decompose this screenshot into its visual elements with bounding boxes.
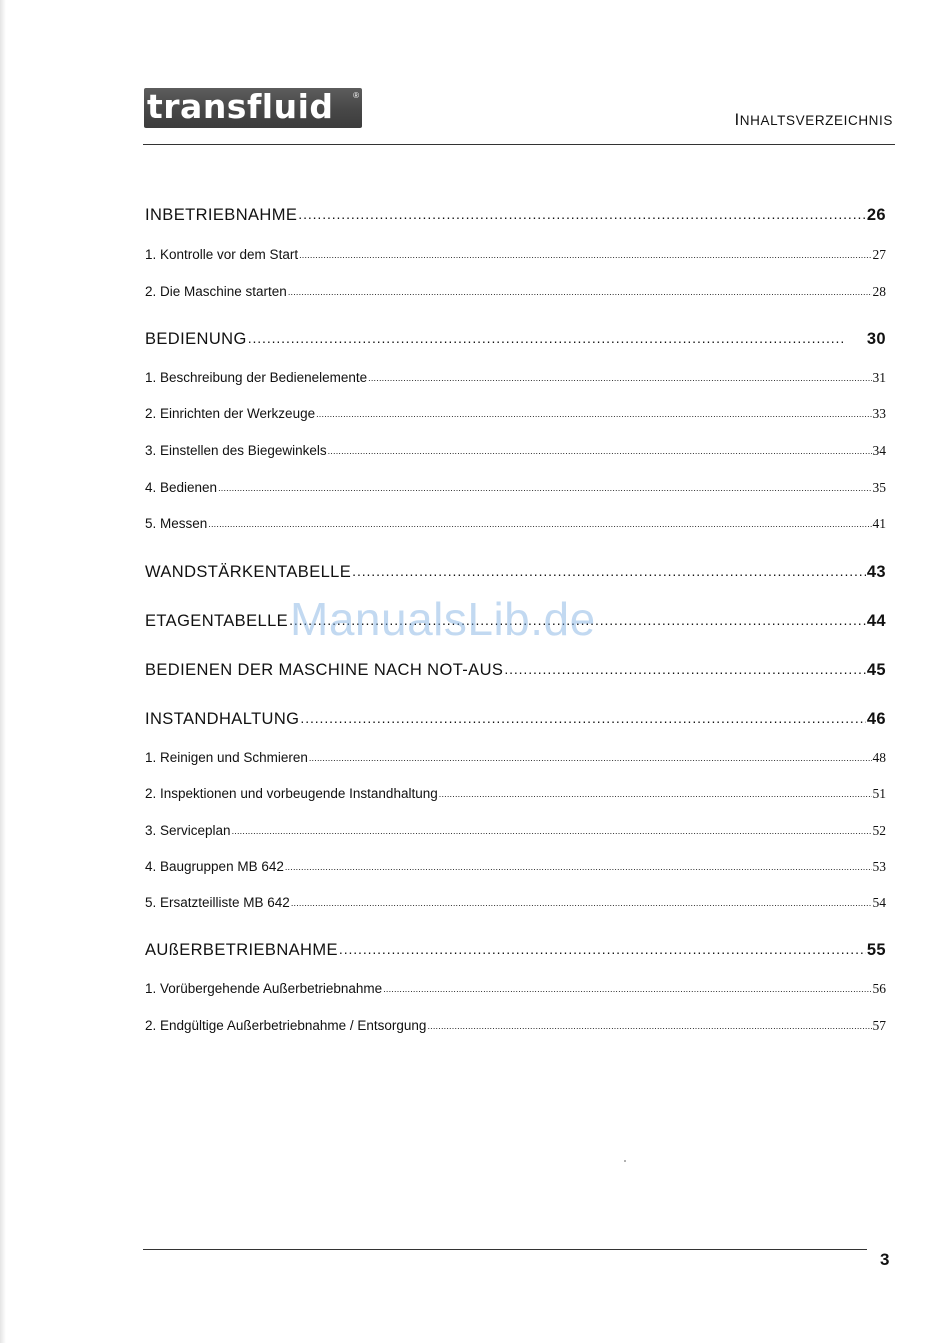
toc-entry-label: 1. Beschreibung der Bedienelemente	[145, 369, 368, 385]
toc-entry-label: AUßERBETRIEBNAHME	[145, 940, 338, 959]
logo-registered-mark: ®	[353, 91, 359, 100]
toc-entry-page: 33	[872, 405, 886, 421]
toc-entry-page: 52	[872, 822, 886, 838]
watermark: ManualsLib.de	[290, 593, 596, 645]
toc-entry[interactable]	[145, 893, 886, 911]
page-number: 3	[880, 1250, 890, 1269]
toc-leader-dots	[339, 938, 866, 955]
toc-leader-dots	[383, 979, 871, 993]
toc-leader-dots	[208, 514, 871, 528]
toc-entry-label: 4. Baugruppen MB 642	[145, 858, 284, 874]
toc-entry[interactable]	[145, 514, 886, 532]
toc-entry-label: 2. Die Maschine starten	[145, 283, 287, 299]
toc-entry-page: 45	[866, 660, 886, 679]
toc-entry-page: 43	[866, 562, 886, 581]
toc-leader-dots	[368, 368, 871, 382]
toc-entry-label: 2. Endgültige Außerbetriebnahme / Entsorgung	[145, 1017, 427, 1033]
toc-entry[interactable]	[145, 560, 886, 582]
toc-leader-dots	[285, 857, 872, 871]
toc-leader-dots	[248, 327, 866, 344]
toc-entry-page: 56	[872, 980, 886, 996]
toc-entry[interactable]	[145, 979, 886, 997]
header-divider	[143, 144, 895, 145]
toc-entry[interactable]	[145, 938, 886, 960]
toc-entry-label: 3. Einstellen des Biegewinkels	[145, 442, 327, 458]
scan-edge	[0, 0, 6, 1343]
toc-entry-label: ETAGENTABELLE	[145, 611, 289, 630]
toc-entry[interactable]	[145, 1016, 886, 1034]
toc-entry[interactable]	[145, 404, 886, 422]
toc-entry-label: 4. Bedienen	[145, 479, 218, 495]
toc-leader-dots	[298, 203, 866, 220]
toc-entry[interactable]	[145, 707, 886, 729]
toc-entry[interactable]	[145, 245, 886, 263]
toc-leader-dots	[300, 707, 865, 724]
toc-leader-dots	[427, 1016, 871, 1030]
toc-leader-dots	[218, 478, 871, 492]
toc-entry-label: INSTANDHALTUNG	[145, 709, 300, 728]
toc-entry[interactable]	[145, 282, 886, 300]
toc-entry-page: 41	[872, 515, 886, 531]
toc-entry-page: 35	[872, 479, 886, 495]
toc-entry-page: 44	[866, 611, 886, 630]
page-title-rest: NHALTSVERZEICHNIS	[739, 113, 893, 128]
toc-leader-dots	[439, 784, 872, 798]
toc-entry[interactable]	[145, 857, 886, 875]
toc-leader-dots	[316, 404, 871, 418]
toc-leader-dots	[352, 560, 866, 577]
toc-entry-label: 1. Kontrolle vor dem Start	[145, 246, 299, 262]
toc-entry-label: 3. Serviceplan	[145, 822, 231, 838]
toc-leader-dots	[291, 893, 872, 907]
toc-leader-dots	[504, 658, 866, 675]
toc-entry-label: 5. Messen	[145, 515, 208, 531]
toc-entry[interactable]	[145, 784, 886, 802]
page-title-initial: I	[734, 110, 740, 129]
toc-entry-label: 2. Inspektionen und vorbeugende Instandhaltung	[145, 785, 438, 801]
toc-entry-page: 31	[872, 369, 886, 385]
toc-entry-page: 34	[872, 442, 886, 458]
toc-entry-page: 28	[872, 283, 886, 299]
logo-text: transfluid	[147, 88, 334, 126]
toc-entry-page: 51	[872, 785, 886, 801]
footer-divider	[143, 1249, 867, 1250]
toc-entry-label: BEDIENUNG	[145, 329, 247, 348]
toc-leader-dots	[309, 748, 872, 762]
toc-entry[interactable]	[145, 368, 886, 386]
toc-entry-page: 27	[872, 246, 886, 262]
page-title	[734, 110, 893, 130]
toc-entry[interactable]	[145, 441, 886, 459]
toc-entry-page: 26	[866, 205, 886, 224]
toc-entry[interactable]	[145, 327, 886, 349]
transfluid-logo	[144, 88, 362, 128]
toc-entry[interactable]	[145, 203, 886, 225]
scan-speck	[624, 1160, 626, 1162]
toc-entry-label: 1. Reinigen und Schmieren	[145, 749, 308, 765]
toc-entry-page: 57	[872, 1017, 886, 1033]
toc-entry-page: 53	[872, 858, 886, 874]
toc-entry-label: INBETRIEBNAHME	[145, 205, 298, 224]
toc-leader-dots	[288, 282, 872, 296]
toc-entry-label: 2. Einrichten der Werkzeuge	[145, 405, 316, 421]
toc-entry-page: 46	[866, 709, 886, 728]
toc-entry-page: 30	[866, 329, 886, 348]
toc-entry-label: BEDIENEN DER MASCHINE NACH NOT-AUS	[145, 660, 504, 679]
toc-entry[interactable]	[145, 748, 886, 766]
toc-entry-label: WANDSTÄRKENTABELLE	[145, 562, 352, 581]
toc-entry[interactable]	[145, 658, 886, 680]
toc-entry-page: 54	[872, 894, 886, 910]
toc-leader-dots	[328, 441, 872, 455]
toc-entry[interactable]	[145, 478, 886, 496]
toc-entry-label: 5. Ersatzteilliste MB 642	[145, 894, 290, 910]
toc-entry[interactable]	[145, 821, 886, 839]
toc-leader-dots	[299, 245, 871, 259]
toc-entry-label: 1. Vorübergehende Außerbetriebnahme	[145, 980, 383, 996]
toc-entry-page: 48	[872, 749, 886, 765]
toc-leader-dots	[232, 821, 872, 835]
toc-entry-page: 55	[866, 940, 886, 959]
